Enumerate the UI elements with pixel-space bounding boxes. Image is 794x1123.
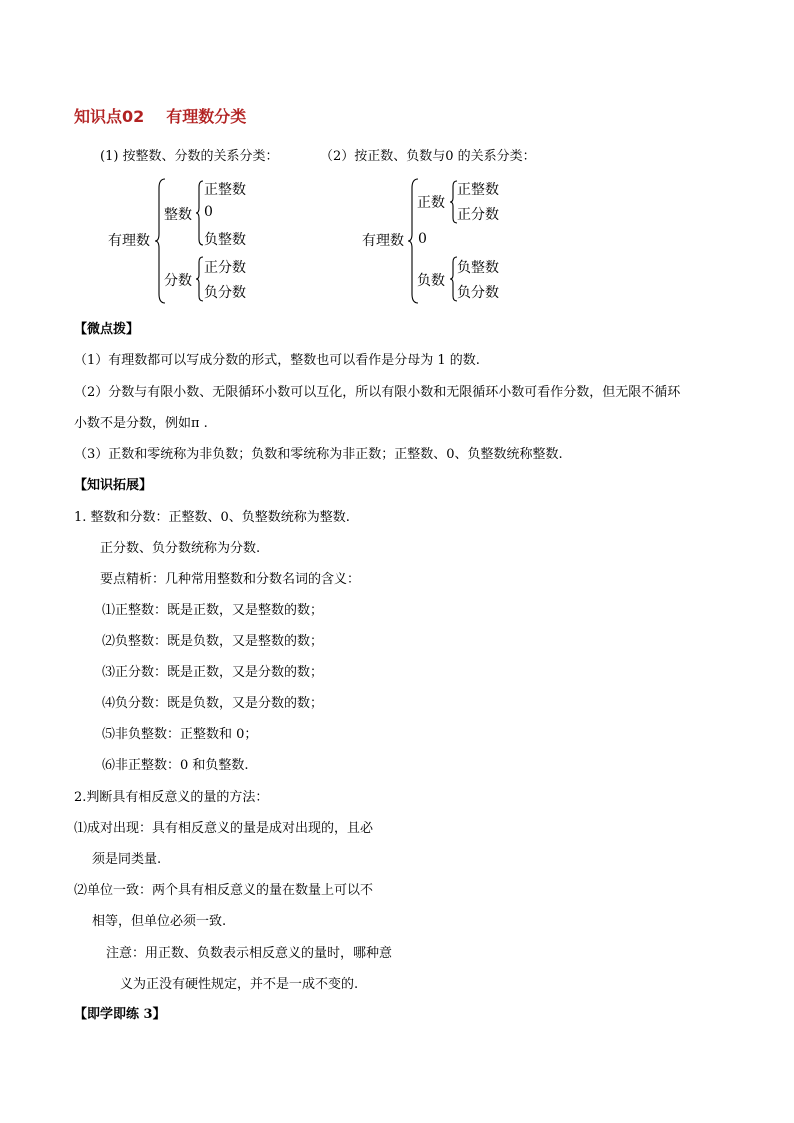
extension-line: ⑹非正整数：0 和负整数. — [102, 758, 249, 773]
extension-line: 正分数、负分数统称为分数. — [100, 541, 261, 556]
section-heading — [74, 104, 246, 127]
section-title: 有理数分类 — [166, 107, 247, 126]
left-integer-item-1: 正整数 — [204, 182, 246, 198]
left-fraction-item-1: 正分数 — [204, 260, 246, 276]
right-negative-item-2: 负分数 — [457, 285, 499, 301]
extension-line: 相等，但单位必须一致. — [92, 914, 227, 929]
left-integer-item-2: 0 — [204, 204, 213, 220]
tip-item: （1）有理数都可以写成分数的形式，整数也可以看作是分母为 1 的数. — [74, 353, 480, 368]
tip-item: 小数不是分数，例如π . — [74, 416, 208, 431]
right-negative-label: 负数 — [417, 273, 445, 289]
extension-line: 义为正没有硬性规定，并不是一成不变的. — [120, 977, 359, 992]
left-fraction-brace — [196, 256, 204, 302]
tip-item: （3）正数和零统称为非负数；负数和零统称为非正数；正整数、0、负整数统称整数. — [74, 447, 563, 462]
extension-line: 2.判断具有相反意义的量的方法： — [74, 790, 269, 805]
extension-line: ⑵负整数：既是负数，又是整数的数； — [102, 634, 324, 649]
extension-line: ⑵单位一致：两个具有相反意义的量在数量上可以不 — [74, 883, 374, 898]
extension-line: ⑴成对出现：具有相反意义的量是成对出现的，且必 — [74, 821, 374, 836]
right-zero: 0 — [418, 231, 427, 247]
practice-title: 【即学即练 3】 — [74, 1007, 166, 1022]
left-integer-brace — [196, 180, 204, 246]
extension-line: ⑶正分数：既是正数，又是分数的数； — [102, 665, 324, 680]
left-root: 有理数 — [108, 233, 150, 249]
left-fraction-label: 分数 — [164, 273, 192, 289]
right-negative-item-1: 负整数 — [457, 260, 499, 276]
extension-line: 须是同类量. — [92, 852, 162, 867]
left-integer-label: 整数 — [164, 207, 192, 223]
right-root: 有理数 — [362, 233, 404, 249]
left-integer-item-3: 负整数 — [204, 232, 246, 248]
extension-line: ⑸非负整数：正整数和 0； — [102, 727, 258, 742]
right-positive-label: 正数 — [417, 195, 445, 211]
right-caption: （2）按正数、负数与0 的关系分类： — [320, 149, 536, 164]
left-caption: (1) 按整数、分数的关系分类： — [100, 149, 279, 164]
extension-line: 注意：用正数、负数表示相反意义的量时，哪种意 — [106, 946, 393, 961]
tips-title: 【微点拨】 — [74, 322, 140, 337]
extension-line: 1. 整数和分数：正整数、0、负整数统称为整数. — [74, 510, 350, 525]
tip-item: （2）分数与有限小数、无限循环小数可以互化，所以有限小数和无限循环小数可看作分数，但无限不循环 — [74, 385, 681, 400]
section-code: 知识点02 — [74, 107, 145, 126]
extension-line: 要点精析：几种常用整数和分数名词的含义： — [100, 572, 361, 587]
left-fraction-item-2: 负分数 — [204, 285, 246, 301]
extension-title: 【知识拓展】 — [74, 478, 153, 493]
right-positive-item-2: 正分数 — [457, 207, 499, 223]
extension-line: ⑷负分数：既是负数，又是分数的数； — [102, 696, 324, 711]
right-positive-item-1: 正整数 — [457, 182, 499, 198]
extension-line: ⑴正整数：既是正数，又是整数的数； — [102, 603, 324, 618]
